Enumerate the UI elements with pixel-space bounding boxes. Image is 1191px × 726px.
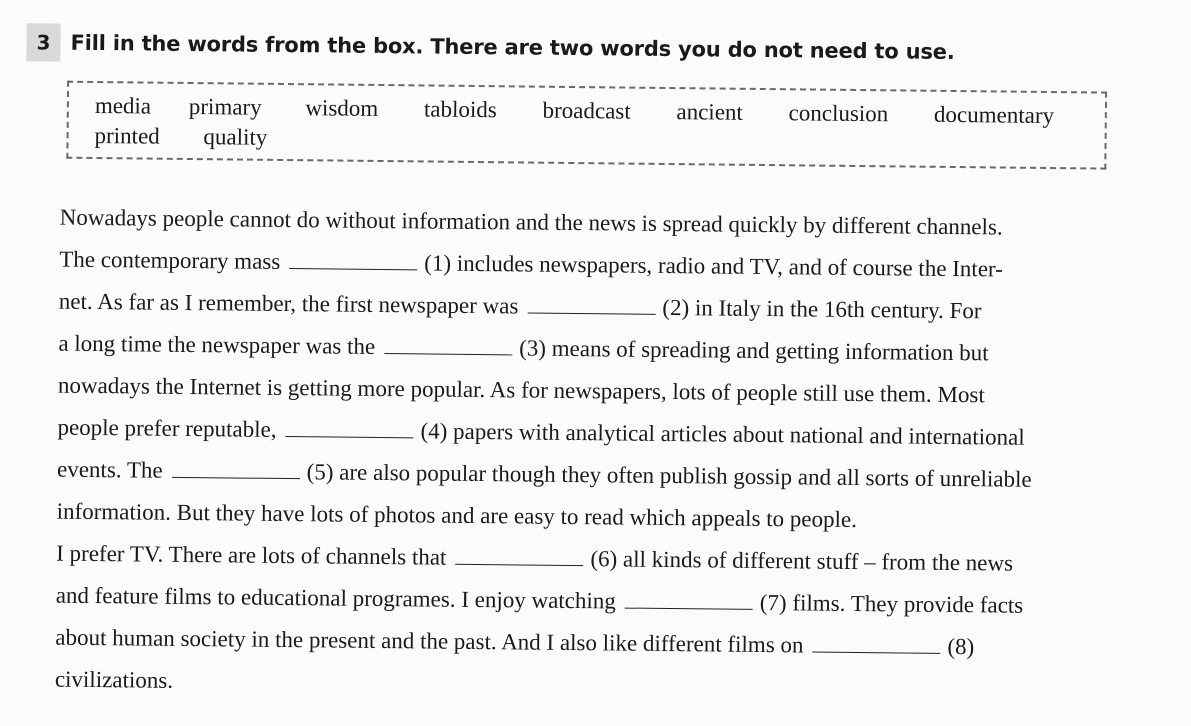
text-segment: (5) are also popular though they often publish gossip and all sorts of unreliable (306, 459, 1032, 492)
word-box (66, 81, 1107, 170)
text-segment: (6) all kinds of different stuff – from the news (590, 546, 1014, 576)
text-segment: a long time the newspaper was the (58, 330, 376, 359)
answer-blank-2[interactable] (527, 313, 655, 315)
text-segment: civilizations. (54, 666, 174, 693)
word-primary: primary (188, 93, 262, 120)
answer-blank-4[interactable] (285, 436, 413, 438)
word-tabloids: tabloids (423, 96, 497, 123)
text-segment: events. The (56, 456, 163, 483)
word-ancient: ancient (676, 99, 743, 125)
text-segment: (1) includes newspapers, radio and TV, and of course the Inter- (424, 250, 1003, 282)
answer-blank-7[interactable] (625, 608, 753, 610)
text-segment: I prefer TV. There are lots of channels that (56, 540, 447, 570)
answer-blank-8[interactable] (812, 652, 940, 654)
answer-blank-5[interactable] (172, 477, 300, 479)
text-segment: nowadays the Internet is getting more popular. As for newspapers, lots of people still use them. Most (57, 372, 985, 408)
answer-blank-3[interactable] (384, 353, 512, 355)
text-segment: (3) means of spreading and getting information but (519, 335, 989, 366)
text-segment: Nowadays people cannot do without information and the news is spread quickly by different channels. (59, 204, 1003, 240)
answer-blank-6[interactable] (455, 564, 583, 566)
word-media: media (94, 93, 152, 119)
text-segment: and feature films to educational programes. I enjoy watching (55, 582, 616, 614)
text-segment: information. But they have lots of photos and are easy to read which appeals to people. (56, 498, 858, 533)
word-printed: printed (94, 122, 160, 149)
task-number: 3 (26, 23, 60, 61)
text-segment: net. As far as I remember, the first newspaper was (58, 288, 519, 319)
task-header (26, 22, 954, 72)
exercise-text (55, 197, 1105, 712)
word-documentary: documentary (933, 101, 1055, 129)
word-quality: quality (203, 124, 268, 150)
task-instruction: Fill in the words from the box. There are two words you do not need to use. (70, 30, 955, 64)
word-broadcast: broadcast (542, 97, 631, 124)
text-segment: (4) papers with analytical articles about national and international (420, 418, 1025, 450)
text-segment: (8) (947, 633, 975, 660)
word-wisdom: wisdom (305, 95, 379, 121)
text-segment: The contemporary mass (59, 246, 281, 274)
text-segment: people prefer reputable, (57, 414, 277, 442)
text-segment: (2) in Italy in the 16th century. For (662, 294, 982, 324)
answer-blank-1[interactable] (289, 268, 417, 270)
text-segment: (7) films. They provide facts (759, 589, 1024, 618)
text-segment: about human society in the present and the past. And I also like different films on (55, 624, 804, 658)
word-conclusion: conclusion (788, 100, 889, 127)
word-box-row-2 (94, 123, 267, 151)
